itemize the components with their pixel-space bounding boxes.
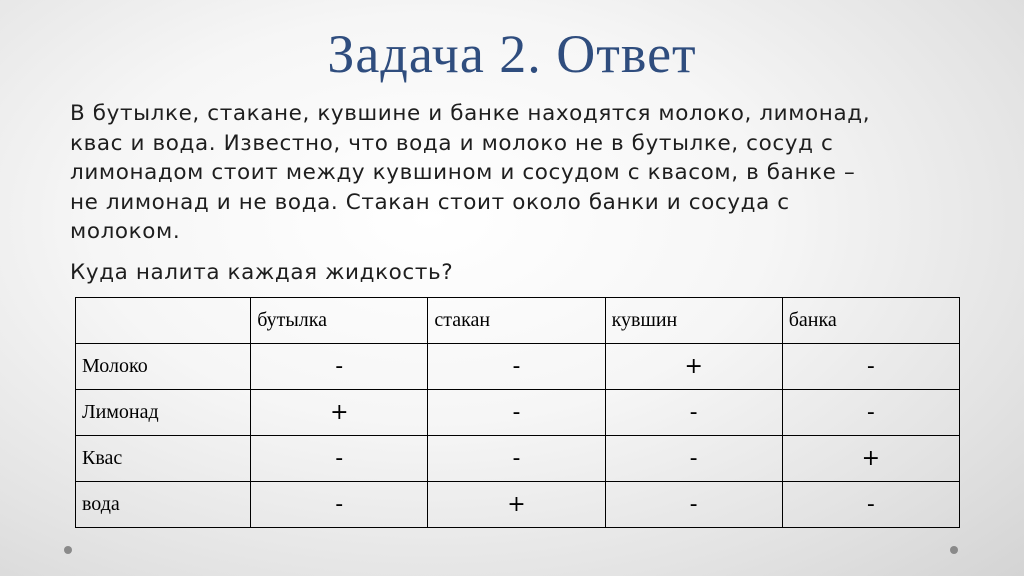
- table-cell: +: [428, 482, 605, 528]
- table-cell: -: [782, 390, 959, 436]
- table-cell: -: [428, 436, 605, 482]
- problem-question: Куда налита каждая жидкость?: [70, 260, 454, 285]
- table-cell: -: [782, 344, 959, 390]
- table-cell: -: [428, 390, 605, 436]
- table-cell: -: [605, 482, 782, 528]
- table-cell: -: [251, 436, 428, 482]
- problem-line: лимонадом стоит между кувшином и сосудом с квасом, в банке –: [70, 160, 856, 185]
- table-row: [76, 482, 960, 528]
- column-header: кувшин: [605, 298, 782, 344]
- table-cell: +: [251, 390, 428, 436]
- problem-line: В бутылке, стакане, кувшине и банке находятся молоко, лимонад,: [70, 101, 871, 126]
- problem-text: [70, 99, 970, 247]
- table-cell: -: [251, 482, 428, 528]
- row-label: Молоко: [76, 344, 251, 390]
- row-label: Квас: [76, 436, 251, 482]
- column-header: банка: [782, 298, 959, 344]
- table-cell: -: [605, 436, 782, 482]
- problem-line: квас и вода. Известно, что вода и молоко не в бутылке, сосуд с: [70, 130, 834, 156]
- table-cell: -: [782, 482, 959, 528]
- column-header: бутылка: [251, 298, 428, 344]
- table-cell: -: [251, 344, 428, 390]
- decorative-dot-icon: [64, 546, 72, 554]
- table-header-row: [76, 298, 960, 344]
- table-row: [76, 390, 960, 436]
- column-header: стакан: [428, 298, 605, 344]
- row-label: Лимонад: [76, 390, 251, 436]
- table-corner-cell: [76, 298, 251, 344]
- slide-title: Задача 2. Ответ: [327, 24, 697, 84]
- table-row: [76, 436, 960, 482]
- row-label: вода: [76, 482, 251, 528]
- problem-line: молоком.: [70, 219, 181, 244]
- table-cell: -: [428, 344, 605, 390]
- table-cell: -: [605, 390, 782, 436]
- decorative-dot-icon: [950, 546, 958, 554]
- table-cell: +: [605, 344, 782, 390]
- answer-table: [75, 297, 960, 528]
- table-cell: +: [782, 436, 959, 482]
- table-row: [76, 344, 960, 390]
- problem-line: не лимонад и не вода. Стакан стоит около банки и сосуда с: [70, 189, 790, 215]
